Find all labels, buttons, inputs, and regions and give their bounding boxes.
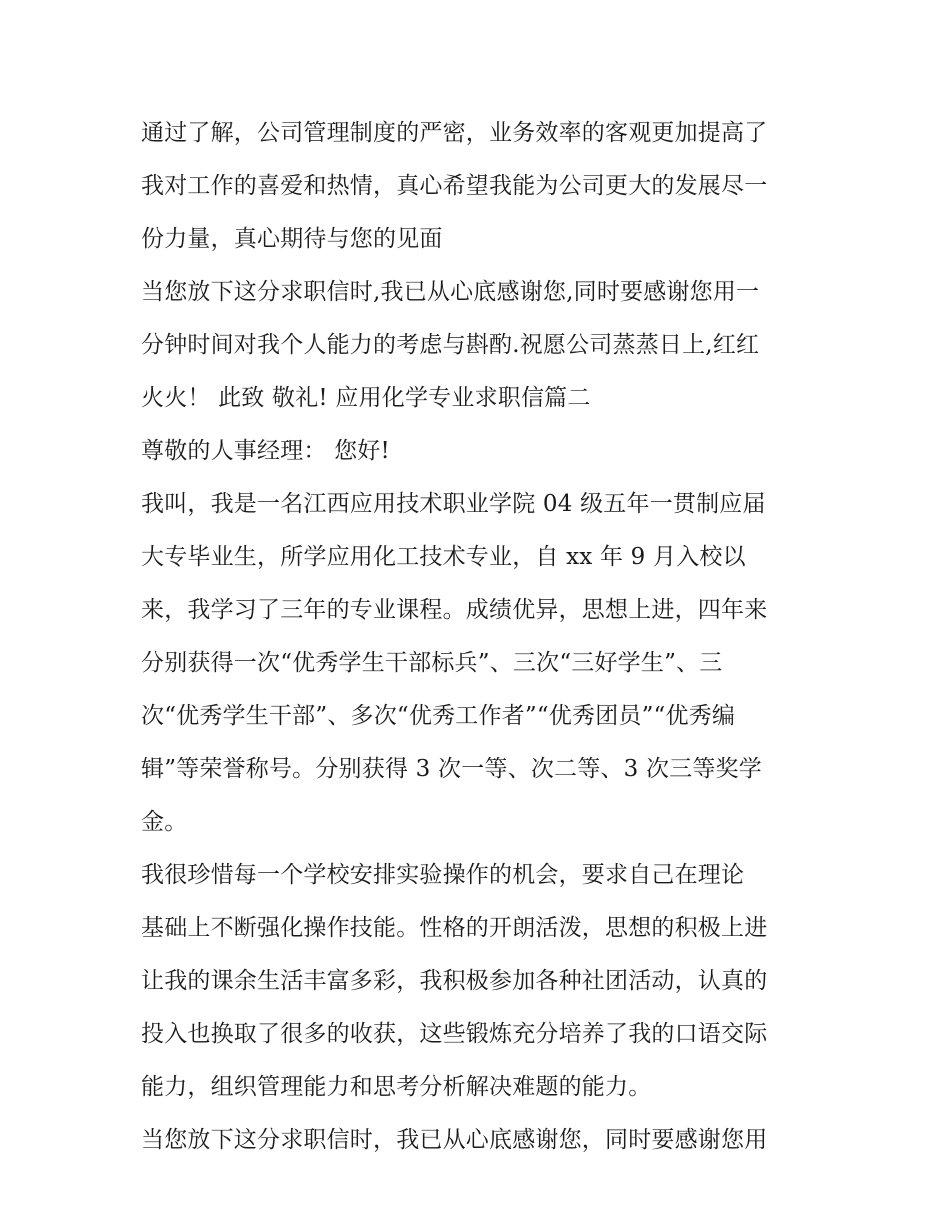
text-line: 金。 (141, 809, 188, 835)
text-line: 来，我学习了三年的专业课程。成绩优异，思想上进，四年来 (141, 597, 768, 623)
text-line: 投入也换取了很多的收获，这些锻炼充分培养了我的口语交际 (141, 1021, 768, 1047)
text-line: 我很珍惜每一个学校安排实验操作的机会，要求自己在理论 (141, 862, 745, 888)
text-line: 份力量，真心期待与您的见面 (141, 226, 443, 252)
text-line: 分钟时间对我个人能力的考虑与斟酌.祝愿公司蒸蒸日上,红红 (141, 332, 760, 358)
text-line: 让我的课余生活丰富多彩，我积极参加各种社团活动，认真的 (141, 968, 768, 994)
text-line: 火火！ 此致 敬礼! 应用化学专业求职信篇二 (141, 385, 591, 411)
text-line: 我叫，我是一名江西应用技术职业学院 04 级五年一贯制应届 (141, 491, 766, 517)
text-line: 能力，组织管理能力和思考分析解决难题的能力。 (141, 1074, 652, 1100)
text-line: 次“优秀学生干部”、多次“优秀工作者”“优秀团员”“优秀编 (141, 703, 736, 729)
text-line: 辑”等荣誉称号。分别获得 3 次一等、次二等、3 次三等奖学 (141, 756, 762, 782)
text-line: 通过了解，公司管理制度的严密，业务效率的客观更加提高了 (141, 120, 768, 146)
letter-body (141, 107, 831, 1167)
text-line: 分别获得一次“优秀学生干部标兵”、三次“三好学生”、三 (141, 650, 723, 676)
text-line: 我对工作的喜爱和热情，真心希望我能为公司更大的发展尽一 (141, 173, 768, 199)
salutation-line: 尊敬的人事经理： 您好! (141, 438, 390, 464)
text-line: 大专毕业生，所学应用化工技术专业，自 xx 年 9 月入校以 (141, 544, 746, 570)
text-line: 当您放下这分求职信时，我已从心底感谢您，同时要感谢您用 (141, 1127, 768, 1153)
text-line: 基础上不断强化操作技能。性格的开朗活泼，思想的积极上进 (141, 915, 768, 941)
text-line: 当您放下这分求职信时,我已从心底感谢您,同时要感谢您用一 (141, 279, 760, 305)
